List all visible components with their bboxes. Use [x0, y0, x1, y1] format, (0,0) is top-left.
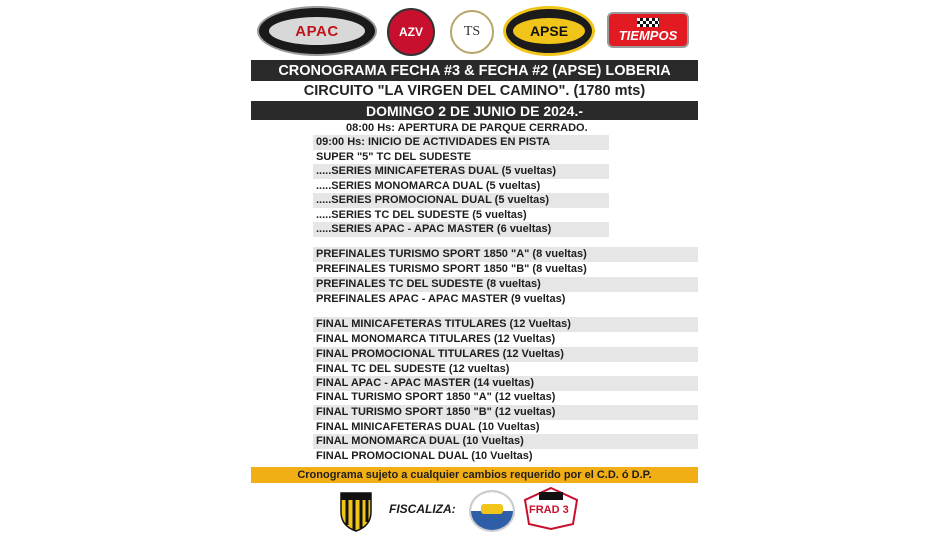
- circuit-name: CIRCUITO "LA VIRGEN DEL CAMINO". (1780 mts): [251, 81, 698, 100]
- schedule-line: FINAL APAC - APAC MASTER (14 vueltas): [313, 376, 698, 391]
- schedule-line: FINAL TURISMO SPORT 1850 "A" (12 vueltas): [316, 391, 556, 403]
- event-title: CRONOGRAMA FECHA #3 & FECHA #2 (APSE) LOBERIA: [251, 60, 698, 81]
- schedule-line: .....SERIES PROMOCIONAL DUAL (5 vueltas): [313, 193, 609, 208]
- schedule-line: PREFINALES APAC - APAC MASTER (9 vueltas): [316, 293, 566, 305]
- schedule-line: SUPER "5" TC DEL SUDESTE: [316, 151, 472, 163]
- schedule-line: 09:00 Hs: INICIO DE ACTIVIDADES EN PISTA: [313, 135, 609, 150]
- frad3-logo-text: FRAD 3: [529, 504, 569, 516]
- schedule-disclaimer: Cronograma sujeto a cualquier cambios requerido por el C.D. ó D.P.: [251, 467, 698, 483]
- azv-logo: [387, 8, 435, 56]
- apac-logo: [257, 6, 377, 56]
- fiscalizing-body-logo: [469, 490, 515, 532]
- schedule-line: FINAL MINICAFETERAS DUAL (10 Vueltas): [316, 421, 540, 433]
- ts-logo: [447, 6, 497, 58]
- ts-logo-text: TS: [463, 24, 481, 39]
- schedule-line: FINAL PROMOCIONAL DUAL (10 Vueltas): [316, 450, 533, 462]
- schedule-line: FINAL PROMOCIONAL TITULARES (12 Vueltas): [313, 347, 698, 362]
- schedule-line: PREFINALES TURISMO SPORT 1850 "B" (8 vueltas): [316, 263, 587, 275]
- schedule-poster: [251, 0, 698, 533]
- apac-logo-text: APAC: [295, 22, 339, 40]
- azv-logo-text: AZV: [399, 25, 423, 39]
- frad3-logo: [521, 486, 581, 530]
- schedule-line: FINAL TURISMO SPORT 1850 "B" (12 vueltas): [313, 405, 698, 420]
- club-shield-icon: [339, 490, 373, 532]
- event-date: DOMINGO 2 DE JUNIO DE 2024.-: [251, 101, 698, 120]
- schedule-line: FINAL MONOMARCA TITULARES (12 Vueltas): [316, 333, 556, 345]
- schedule-line: 08:00 Hs: APERTURA DE PARQUE CERRADO.: [346, 122, 588, 134]
- schedule-line: .....SERIES APAC - APAC MASTER (6 vueltas): [313, 222, 609, 237]
- schedule-line: .....SERIES MONOMARCA DUAL (5 vueltas): [316, 180, 541, 192]
- schedule-line: FINAL TC DEL SUDESTE (12 vueltas): [316, 363, 510, 375]
- schedule-line: PREFINALES TC DEL SUDESTE (8 vueltas): [313, 277, 698, 292]
- tiempos-logo: [607, 12, 689, 48]
- apse-logo-text: APSE: [529, 23, 569, 39]
- schedule-line: FINAL MINICAFETERAS TITULARES (12 Vueltas): [313, 317, 698, 332]
- race-car-icon: [481, 504, 503, 514]
- tiempos-logo-text: TIEMPOS: [618, 27, 678, 43]
- schedule-line: FINAL MONOMARCA DUAL (10 Vueltas): [313, 434, 698, 449]
- schedule-line: .....SERIES TC DEL SUDESTE (5 vueltas): [316, 209, 527, 221]
- checkered-flag-icon: [637, 18, 659, 27]
- schedule-line: PREFINALES TURISMO SPORT 1850 "A" (8 vueltas): [313, 247, 698, 262]
- apse-logo: [503, 6, 595, 56]
- fiscaliza-label: FISCALIZA:: [389, 502, 456, 516]
- schedule-line: .....SERIES MINICAFETERAS DUAL (5 vueltas): [313, 164, 609, 179]
